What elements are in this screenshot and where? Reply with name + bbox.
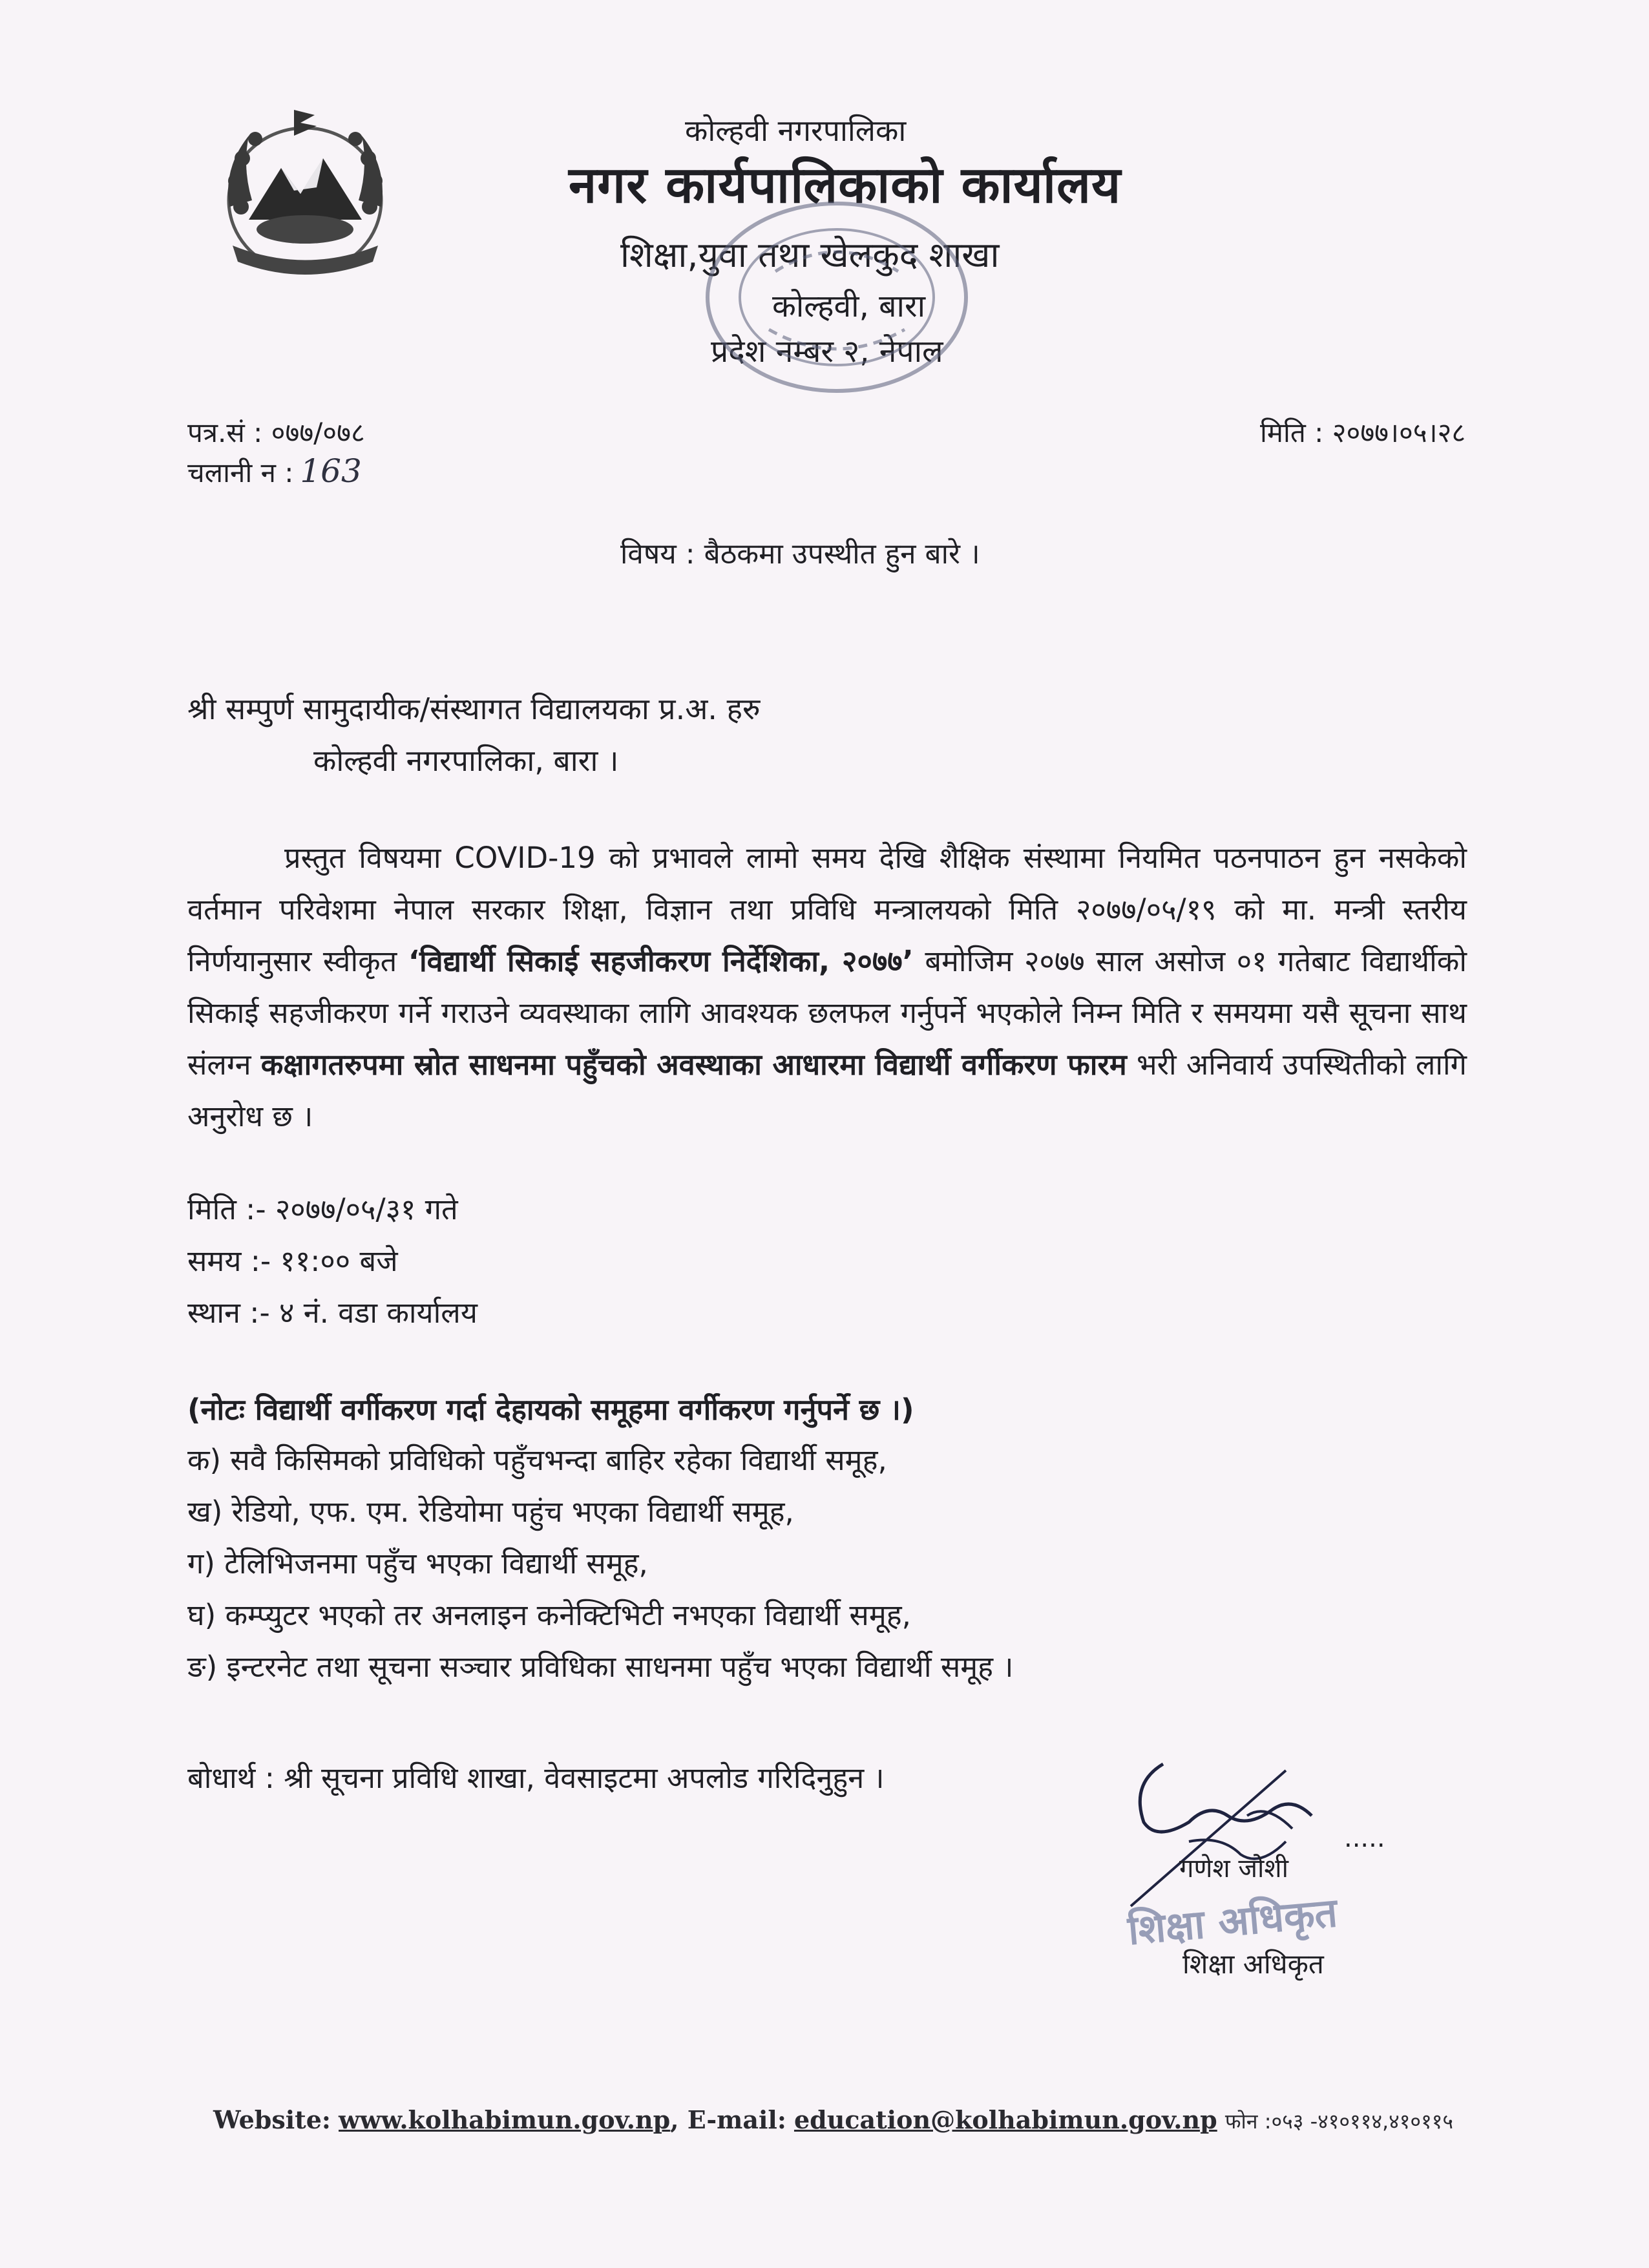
phone-numbers: फोन :०५३ -४१०११४,४१०११५ [1224, 2109, 1453, 2134]
recipient-line-1: श्री सम्पुर्ण सामुदायीक/संस्थागत विद्यालयका प्र.अ. हरु [187, 691, 761, 726]
dispatch-line [187, 452, 362, 490]
meeting-place: स्थान :- ४ नं. वडा कार्यालय [187, 1296, 478, 1330]
body-bold-guideline: ‘विद्यार्थी सिकाई सहजीकरण निर्देशिका, २०७७’ [408, 944, 914, 978]
group-item: घ) कम्प्युटर भएको तर अनलाइन कनेक्टिभिटी नभएका विद्यार्थी समूह, [187, 1598, 911, 1632]
dispatch-label: चलानी न : [187, 457, 294, 488]
office-title: नगर कार्यपालिकाको कार्यालय [569, 156, 1122, 215]
classification-note: (नोटः विद्यार्थी वर्गीकरण गर्दा देहायको समूहमा वर्गीकरण गर्नुपर्ने छ ।) [187, 1392, 914, 1427]
footer-contact [213, 2105, 1453, 2135]
nepal-emblem-icon [204, 97, 407, 294]
cc-line: बोधार्थ : श्री सूचना प्रविधि शाखा, वेवसाइटमा अपलोड गरिदिनुहुन । [187, 1761, 885, 1795]
office-location: कोल्हवी, बारा [772, 288, 926, 324]
municipality-name: कोल्हवी नगरपालिका [685, 113, 907, 148]
body-bold-form: कक्षागतरुपमा स्रोत साधनमा पहुँचको अवस्थाका आधारमा विद्यार्थी वर्गीकरण फारम [260, 1047, 1127, 1082]
email-link[interactable]: education@kolhabimun.gov.np [793, 2105, 1217, 2134]
meeting-date: मिति :- २०७७/०५/३१ गते [187, 1192, 458, 1226]
group-item: ग) टेलिभिजनमा पहुँच भएका विद्यार्थी समूह, [187, 1546, 648, 1580]
website-link[interactable]: www.kolhabimun.gov.np [339, 2105, 671, 2134]
recipient-line-2: कोल्हवी नगरपालिका, बारा । [313, 743, 619, 778]
website-label: Website: [213, 2105, 331, 2134]
letter-subject: विषय : बैठकमा उपस्थीत हुन बारे । [620, 538, 980, 571]
signature-dots: ..... [1344, 1823, 1385, 1853]
body-text-1: प्रस्तुत विषयमा COVID-19 को प्रभावले लामो समय देखि शैक्षिक संस्थामा नियमित पठनपाठन हुन नसकेको वर्तमान परिवेशमा नेपाल सरकार शिक्षा, विज्ञान तथा प्रविधि मन्त्रालयको मिति २०७७/०५/१९ को मा. मन्त्री स्तरीय निर्णयानुसार स्वीकृत [187, 841, 1467, 978]
reference-number: पत्र.सं : ०७७/०७८ [187, 417, 365, 448]
body-text-3: भरी अनिवार्य उपस्थितीको लागि अनुरोध छ । [187, 1047, 1467, 1133]
branch-name: शिक्षा,युवा तथा खेलकुद शाखा [620, 235, 1000, 275]
body-text-2: बमोजिम २०७७ साल असोज ०१ गतेबाट विद्यार्थीको सिकाई सहजीकरण गर्ने गराउने व्यवस्थाका लागि आवश्यक छलफल गर्नुपर्ने भएकोले निम्न मिति र समयमा यसै सूचना साथ संलग्न [187, 944, 1467, 1082]
letter-body [187, 832, 1467, 1142]
signatory-title: शिक्षा अधिकृत [1182, 1948, 1324, 1980]
group-item: क) सवै किसिमको प्रविधिको पहुँचभन्दा बाहिर रहेका विद्यार्थी समूह, [187, 1443, 887, 1477]
designation-stamp: शिक्षा अधिकृत [1126, 1888, 1339, 1955]
letter-date: मिति : २०७७।०५।२८ [1260, 417, 1466, 448]
province-line: प्रदेश नम्बर २, नेपाल [711, 333, 943, 370]
signatory-name: गणेश जोशी [1179, 1854, 1288, 1884]
email-label: , E-mail: [670, 2105, 786, 2134]
meeting-time: समय :- ११:०० बजे [187, 1244, 398, 1278]
group-item: ख) रेडियो, एफ. एम. रेडियोमा पहुंच भएका विद्यार्थी समूह, [187, 1495, 794, 1529]
group-item: ङ) इन्टरनेट तथा सूचना सञ्चार प्रविधिका साधनमा पहुँच भएका विद्यार्थी समूह । [187, 1650, 1014, 1684]
office-stamp-icon [698, 194, 976, 401]
dispatch-number: 163 [300, 452, 362, 490]
